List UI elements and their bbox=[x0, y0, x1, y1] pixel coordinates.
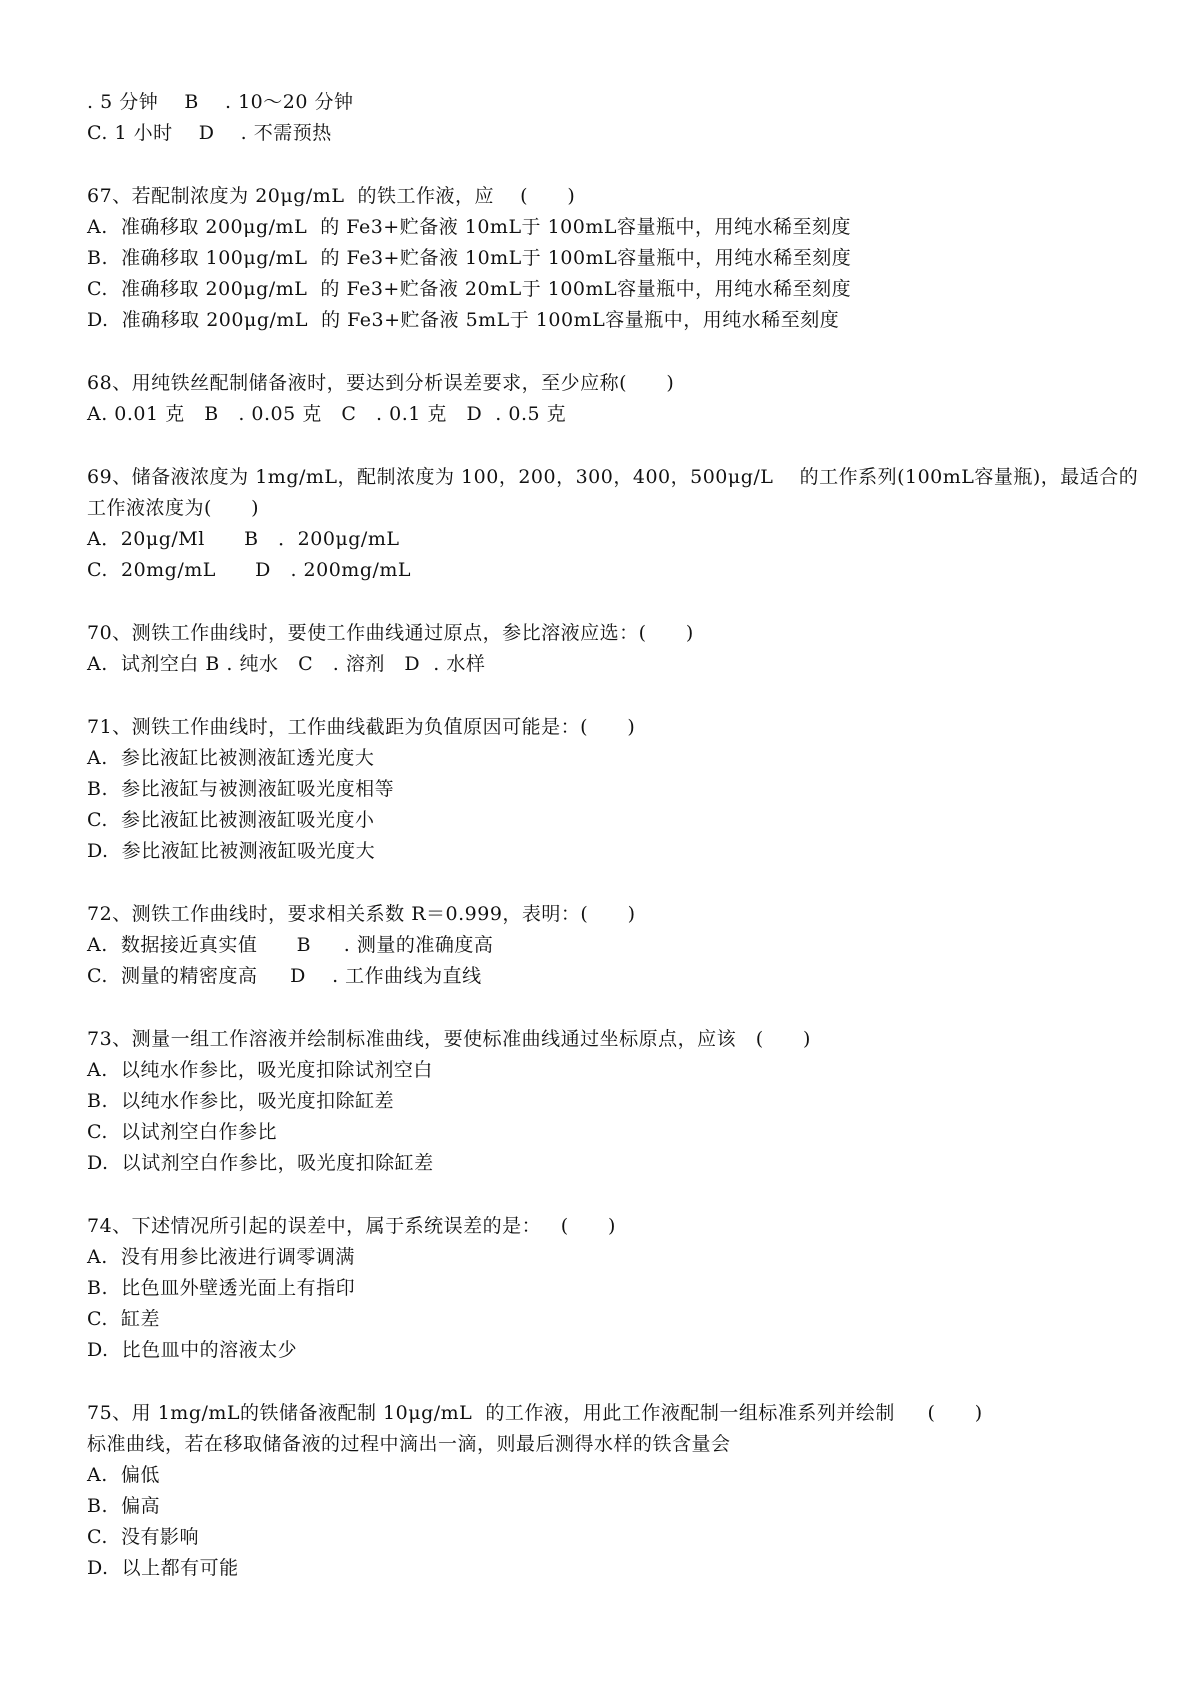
q75-option-b: B. 偏高 bbox=[87, 1495, 161, 1517]
q75-question: 75、用 1mg/mL的铁储备液配制 10μg/mL 的工作液，用此工作液配制一组标准系列并绘制 ( ) bbox=[87, 1402, 983, 1424]
q75-option-a: A. 偏低 bbox=[87, 1464, 160, 1486]
q69-question-cont: 工作液浓度为( ) bbox=[87, 497, 260, 519]
q73-option-a: A. 以纯水作参比，吸光度扣除试剂空白 bbox=[87, 1059, 433, 1081]
q72-options-ab: A. 数据接近真实值 B . 测量的准确度高 bbox=[87, 934, 494, 956]
q74-option-c: C. 缸差 bbox=[87, 1308, 160, 1330]
q69-question: 69、储备液浓度为 1mg/mL，配制浓度为 100，200，300，400，500μg/L 的工作系列(100mL容量瓶)，最适合的 bbox=[87, 466, 1139, 488]
q74-option-d: D. 比色皿中的溶液太少 bbox=[87, 1339, 298, 1361]
q70-options: A. 试剂空白 B . 纯水 C . 溶剂 D . 水样 bbox=[87, 653, 486, 675]
q66-options-ab: . 5 分钟 B . 10～20 分钟 bbox=[87, 91, 354, 113]
q72-options-cd: C. 测量的精密度高 D . 工作曲线为直线 bbox=[87, 965, 482, 987]
q67-option-c: C. 准确移取 200μg/mL 的 Fe3+贮备液 20mL于 100mL容量瓶中，用纯水稀至刻度 bbox=[87, 278, 852, 300]
q66-options-cd: C. 1 小时 D . 不需预热 bbox=[87, 122, 332, 144]
q73-option-d: D. 以试剂空白作参比，吸光度扣除缸差 bbox=[87, 1152, 434, 1174]
q68-question: 68、用纯铁丝配制储备液时，要达到分析误差要求，至少应称( ) bbox=[87, 372, 675, 394]
q67-option-b: B. 准确移取 100μg/mL 的 Fe3+贮备液 10mL于 100mL容量瓶中，用纯水稀至刻度 bbox=[87, 247, 852, 269]
q72-question: 72、测铁工作曲线时，要求相关系数 R＝0.999，表明：( ) bbox=[87, 903, 636, 925]
q75-option-d: D. 以上都有可能 bbox=[87, 1557, 239, 1579]
q71-option-d: D. 参比液缸比被测液缸吸光度大 bbox=[87, 840, 376, 862]
q73-option-c: C. 以试剂空白作参比 bbox=[87, 1121, 277, 1143]
q74-option-b: B. 比色皿外壁透光面上有指印 bbox=[87, 1277, 356, 1299]
q67-option-d: D. 准确移取 200μg/mL 的 Fe3+贮备液 5mL于 100mL容量瓶中，用纯水稀至刻度 bbox=[87, 309, 840, 331]
q69-options-cd: C. 20mg/mL D . 200mg/mL bbox=[87, 559, 412, 581]
q71-question: 71、测铁工作曲线时，工作曲线截距为负值原因可能是：( ) bbox=[87, 716, 636, 738]
q70-question: 70、测铁工作曲线时，要使工作曲线通过原点，参比溶液应选：( ) bbox=[87, 622, 694, 644]
q71-option-a: A. 参比液缸比被测液缸透光度大 bbox=[87, 747, 375, 769]
q67-option-a: A. 准确移取 200μg/mL 的 Fe3+贮备液 10mL于 100mL容量瓶中，用纯水稀至刻度 bbox=[87, 216, 851, 238]
q71-option-c: C. 参比液缸比被测液缸吸光度小 bbox=[87, 809, 375, 831]
q71-option-b: B. 参比液缸与被测液缸吸光度相等 bbox=[87, 778, 395, 800]
q69-options-ab: A．20μg/Ml B ．200μg/mL bbox=[87, 528, 400, 550]
q73-question: 73、测量一组工作溶液并绘制标准曲线，要使标准曲线通过坐标原点，应该 ( ) bbox=[87, 1028, 811, 1050]
q67-question: 67、若配制浓度为 20μg/mL 的铁工作液，应 ( ) bbox=[87, 185, 576, 207]
q68-options: A. 0.01 克 B . 0.05 克 C . 0.1 克 D . 0.5 克 bbox=[87, 403, 567, 425]
q73-option-b: B. 以纯水作参比，吸光度扣除缸差 bbox=[87, 1090, 395, 1112]
q75-option-c: C. 没有影响 bbox=[87, 1526, 199, 1548]
q74-option-a: A. 没有用参比液进行调零调满 bbox=[87, 1246, 355, 1268]
q75-question-cont: 标准曲线，若在移取储备液的过程中滴出一滴，则最后测得水样的铁含量会 bbox=[87, 1433, 731, 1455]
q74-question: 74、下述情况所引起的误差中，属于系统误差的是： ( ) bbox=[87, 1215, 616, 1237]
